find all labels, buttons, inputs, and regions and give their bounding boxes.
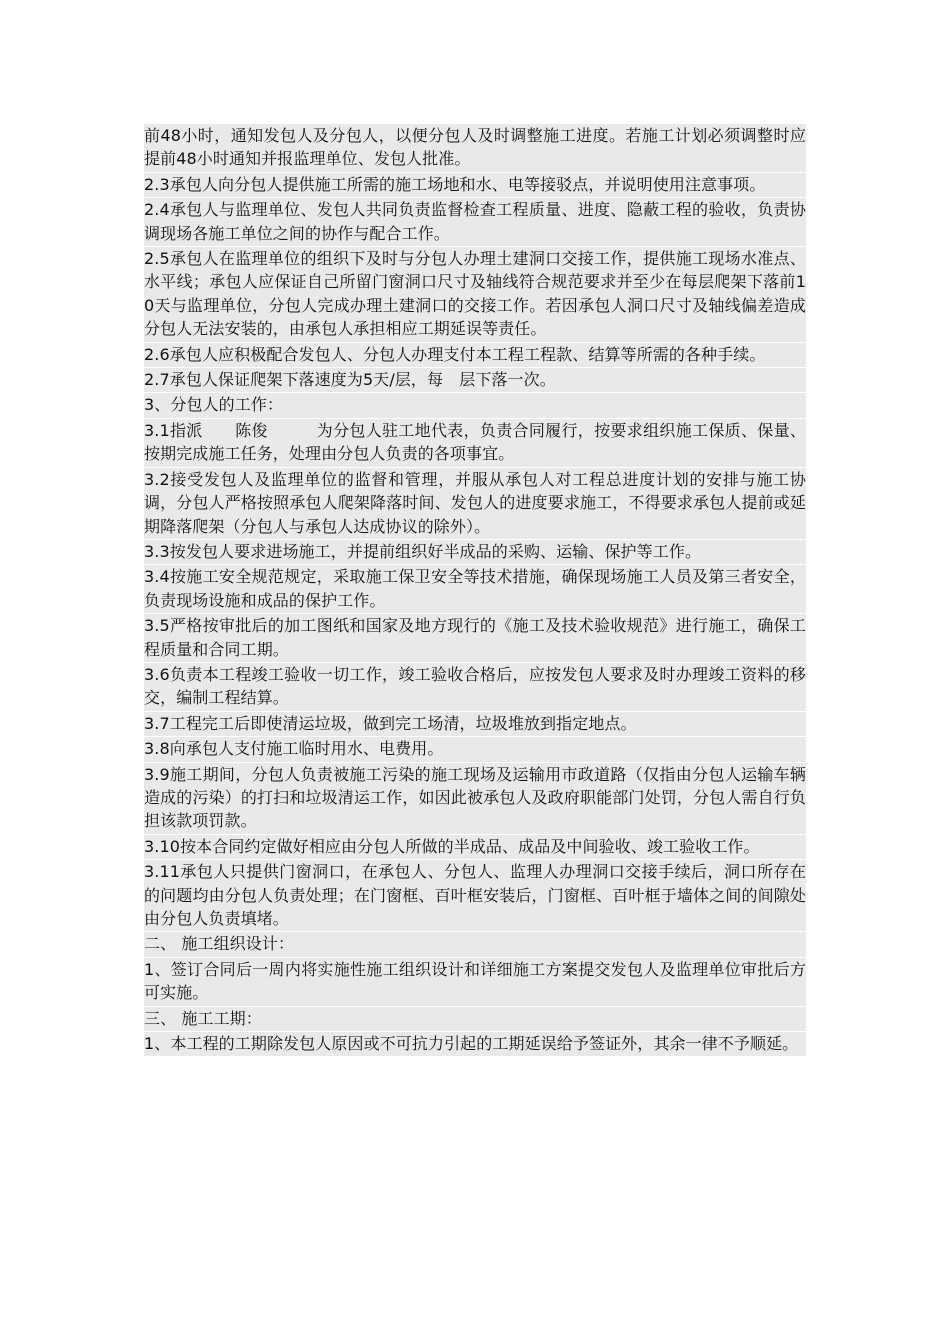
paragraph: 3.4按施工安全规范规定，采取施工保卫安全等技术措施，确保现场施工人员及第三者安全，负责现场设施和成品的保护工作。 [144, 565, 806, 613]
document-body [144, 124, 806, 1056]
paragraph: 2.7承包人保证爬架下落速度为5天/层，每 层下落一次。 [144, 368, 806, 392]
paragraph: 3.2接受发包人及监理单位的监督和管理，并服从承包人对工程总进度计划的安排与施工协调，分包人严格按照承包人爬架降落时间、发包人的进度要求施工，不得要求承包人提前或延期降落爬架（分包人与承包人达成协议的除外）。 [144, 468, 806, 539]
paragraph: 3.7工程完工后即使清运垃圾，做到完工场清，垃圾堆放到指定地点。 [144, 712, 806, 736]
paragraph: 1、签订合同后一周内将实施性施工组织设计和详细施工方案提交发包人及监理单位审批后方可实施。 [144, 958, 806, 1006]
paragraph: 3.3按发包人要求进场施工，并提前组织好半成品的采购、运输、保护等工作。 [144, 540, 806, 564]
paragraph: 3.5严格按审批后的加工图纸和国家及地方现行的《施工及技术验收规范》进行施工，确保工程质量和合同工期。 [144, 614, 806, 662]
paragraph: 3.11承包人只提供门窗洞口，在承包人、分包人、监理人办理洞口交接手续后，洞口所存在的问题均由分包人负责处理；在门窗框、百叶框安装后，门窗框、百叶框于墙体之间的间隙处由分包人负责填堵。 [144, 860, 806, 931]
paragraph: 2.6承包人应积极配合发包人、分包人办理支付本工程工程款、结算等所需的各种手续。 [144, 343, 806, 367]
section-heading: 二、 施工组织设计： [144, 932, 806, 956]
paragraph: 3.10按本合同约定做好相应由分包人所做的半成品、成品及中间验收、竣工验收工作。 [144, 835, 806, 859]
paragraph: 3.8向承包人支付施工临时用水、电费用。 [144, 737, 806, 761]
paragraph: 2.5承包人在监理单位的组织下及时与分包人办理土建洞口交接工作，提供施工现场水准点、水平线；承包人应保证自己所留门窗洞口尺寸及轴线符合规范要求并至少在每层爬架下落前10天与监理单位，分包人完成办理土建洞口的交接工作。若因承包人洞口尺寸及轴线偏差造成分包人无法安装的，由承包人承担相应工期延误等责任。 [144, 247, 806, 342]
paragraph: 前48小时，通知发包人及分包人，以便分包人及时调整施工进度。若施工计划必须调整时应提前48小时通知并报监理单位、发包人批准。 [144, 124, 806, 172]
paragraph: 1、本工程的工期除发包人原因或不可抗力引起的工期延误给予签证外，其余一律不予顺延。 [144, 1032, 806, 1056]
paragraph: 2.3承包人向分包人提供施工所需的施工场地和水、电等接驳点，并说明使用注意事项。 [144, 173, 806, 197]
section-heading: 三、 施工工期： [144, 1007, 806, 1031]
paragraph: 3.6负责本工程竣工验收一切工作，竣工验收合格后，应按发包人要求及时办理竣工资料的移交，编制工程结算。 [144, 663, 806, 711]
paragraph: 3.1指派 陈俊 为分包人驻工地代表，负责合同履行，按要求组织施工保质、保量、按期完成施工任务，处理由分包人负责的各项事宜。 [144, 419, 806, 467]
section-heading: 3、分包人的工作： [144, 393, 806, 417]
paragraph: 3.9施工期间，分包人负责被施工污染的施工现场及运输用市政道路（仅指由分包人运输车辆造成的污染）的打扫和垃圾清运工作，如因此被承包人及政府职能部门处罚，分包人需自行负担该款项罚款。 [144, 763, 806, 834]
paragraph: 2.4承包人与监理单位、发包人共同负责监督检查工程质量、进度、隐蔽工程的验收，负责协调现场各施工单位之间的协作与配合工作。 [144, 198, 806, 246]
